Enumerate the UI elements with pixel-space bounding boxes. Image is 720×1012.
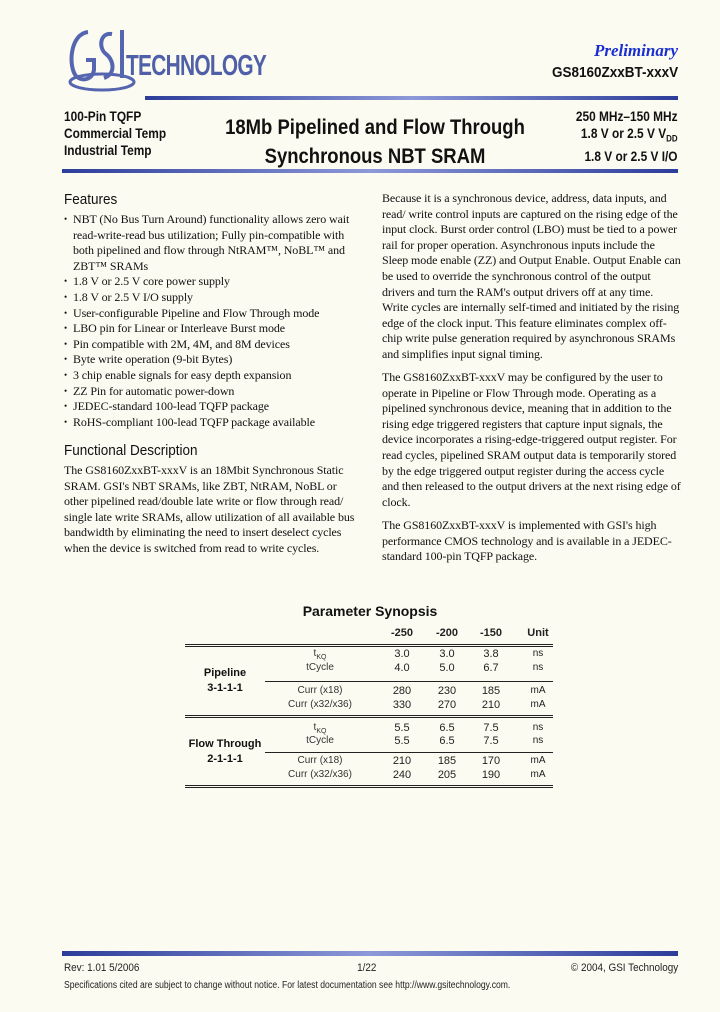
table-cell: 4.0 bbox=[394, 662, 410, 674]
table-cell: 5.5 bbox=[394, 735, 410, 747]
footer-divider bbox=[62, 951, 678, 956]
table-cell: 3.8 bbox=[483, 648, 499, 660]
group-label: Flow Through bbox=[188, 738, 262, 750]
text-line: when the device is switched from read to write cycles. bbox=[64, 540, 320, 555]
parameter-name bbox=[260, 699, 380, 710]
table-rule-double bbox=[185, 785, 553, 788]
table-cell: 6.5 bbox=[439, 735, 455, 747]
param-sub: KQ bbox=[316, 654, 327, 661]
bullet-icon: • bbox=[64, 385, 68, 396]
param-text: t bbox=[313, 648, 317, 659]
table-cell: 210 bbox=[392, 755, 412, 767]
revision: Rev: 1.01 5/2006 bbox=[64, 962, 140, 974]
copyright: © 2004, GSI Technology bbox=[570, 962, 678, 974]
table-cell: 230 bbox=[437, 685, 457, 697]
table-cell: 280 bbox=[392, 685, 412, 697]
text-line: device incorporates a rising-edge-triggered output register. For bbox=[382, 432, 677, 447]
text-line: performance CMOS technology and is available in a JEDEC- bbox=[382, 533, 672, 548]
table-rule bbox=[265, 681, 553, 682]
table-cell: ns bbox=[532, 722, 544, 733]
text-line: single late write SRAMs, allow utilization of all available bus bbox=[64, 509, 355, 524]
text-line: Because it is a synchronous device, address, data inputs, and bbox=[382, 191, 667, 205]
header-divider bbox=[145, 96, 678, 100]
table-cell: 5.0 bbox=[439, 662, 455, 674]
text-line: other pipelined read/double late write or flow through read/ bbox=[64, 494, 344, 509]
spec-summary bbox=[576, 108, 678, 165]
table-cell: 3.0 bbox=[394, 648, 410, 660]
table-cell: 6.7 bbox=[483, 662, 499, 674]
feature-item: • 1.8 V or 2.5 V I/O supply bbox=[64, 289, 193, 304]
description-paragraph-3 bbox=[382, 518, 672, 565]
feature-item: • RoHS-compliant 100-lead TQFP package available bbox=[64, 414, 316, 429]
frequency-range: 250 MHz–150 MHz bbox=[576, 109, 678, 124]
parameter-name bbox=[260, 769, 380, 780]
text-line: bandwidth by eliminating the need to insert deselect cycles bbox=[64, 525, 342, 540]
synopsis-title: Parameter Synopsis bbox=[302, 603, 438, 619]
text-line: rail for proper operation. Asynchronous inputs include the bbox=[382, 237, 655, 252]
param-text: tCycle bbox=[306, 662, 334, 673]
param-sub: KQ bbox=[316, 728, 327, 735]
parameter-name bbox=[260, 685, 380, 696]
description-paragraph-1 bbox=[382, 191, 681, 363]
table-rule bbox=[265, 752, 553, 753]
functional-description-heading: Functional Description bbox=[64, 442, 198, 459]
table-cell: mA bbox=[530, 699, 546, 710]
param-text: t bbox=[313, 722, 317, 733]
temp-line: Commercial Temp bbox=[64, 126, 167, 141]
description-paragraph-2 bbox=[382, 370, 681, 510]
table-cell: mA bbox=[530, 755, 546, 766]
temp-line: Industrial Temp bbox=[64, 143, 152, 158]
text-line: input clock. Burst order control (LBO) must be tied to a power bbox=[382, 222, 678, 237]
column-header: Unit bbox=[527, 627, 549, 639]
text-line: by the edge triggered output register during the access cycle bbox=[382, 463, 665, 478]
table-cell: 6.5 bbox=[439, 722, 455, 734]
feature-item: • Pin compatible with 2M, 4M, and 8M devices bbox=[64, 336, 290, 351]
feature-item: • LBO pin for Linear or Interleave Burst mode bbox=[64, 321, 285, 336]
part-number: GS8160ZxxBT-xxxV bbox=[551, 64, 678, 81]
notice: Specifications cited are subject to change without notice. For latest documentation see http://www.gsitechnology.com. bbox=[64, 980, 511, 991]
text-line: drivers and turn the RAM's output drivers off at any time. bbox=[382, 284, 654, 299]
text-line: pipelined synchronous device, meaning that in addition to the bbox=[382, 401, 672, 416]
text-line: operate in Pipeline or Flow Through mode. Operating as a bbox=[382, 385, 657, 400]
table-cell: mA bbox=[530, 769, 546, 780]
text-line: Write cycles are internally self-timed and initiated by the rising bbox=[382, 300, 680, 315]
feature-item: • NBT (No Bus Turn Around) functionality allows zero wait bbox=[64, 212, 350, 226]
bullet-icon: • bbox=[64, 214, 68, 224]
page-number: 1/22 bbox=[357, 962, 377, 974]
bullet-icon: • bbox=[64, 291, 68, 302]
parameter-name bbox=[260, 648, 380, 661]
text-line: and simplifies input signal timing. bbox=[382, 346, 543, 361]
param-text: Curr (x18) bbox=[297, 685, 343, 696]
logo-wordmark: TECHNOLOGY bbox=[126, 50, 267, 82]
table-cell: 190 bbox=[481, 769, 501, 781]
parameter-name bbox=[260, 662, 380, 673]
bullet-icon: • bbox=[64, 338, 68, 349]
table-cell: 5.5 bbox=[394, 722, 410, 734]
text-line: standard 100-pin TQFP package. bbox=[382, 549, 537, 564]
column-header: -200 bbox=[435, 627, 459, 639]
document-title bbox=[203, 113, 546, 171]
package-line: 100-Pin TQFP bbox=[64, 109, 142, 124]
text-line: The GS8160ZxxBT-xxxV may be configured by the user to bbox=[382, 370, 663, 384]
bullet-icon: • bbox=[64, 401, 68, 412]
parameter-name bbox=[260, 755, 380, 766]
feature-item: both pipelined and flow through NtRAM™, NoBL™ and bbox=[73, 243, 345, 258]
title-line: 18Mb Pipelined and Flow Through bbox=[225, 116, 525, 139]
table-cell: ns bbox=[532, 735, 544, 746]
group-label: Pipeline bbox=[203, 667, 247, 679]
table-cell: 210 bbox=[481, 699, 501, 711]
feature-item: • JEDEC-standard 100-lead TQFP package bbox=[64, 399, 270, 414]
table-cell: ns bbox=[532, 648, 544, 659]
vdd-line bbox=[576, 125, 678, 148]
preliminary-label: Preliminary bbox=[593, 41, 678, 60]
text-line: The GS8160ZxxBT-xxxV is an 18Mbit Synchronous Static bbox=[64, 463, 344, 477]
bullet-icon: • bbox=[64, 276, 68, 287]
feature-item: read-write-read bus utilization; Fully pin-compatible with bbox=[73, 227, 345, 242]
table-cell: 7.5 bbox=[483, 722, 499, 734]
column-header: -150 bbox=[479, 627, 503, 639]
bullet-icon: • bbox=[64, 307, 68, 318]
table-cell: 205 bbox=[437, 769, 457, 781]
table-rule-double bbox=[185, 644, 553, 647]
param-text: Curr (x32/x36) bbox=[288, 769, 352, 780]
parameter-name bbox=[260, 735, 380, 746]
param-text: tCycle bbox=[306, 735, 334, 746]
features-heading: Features bbox=[64, 191, 118, 208]
table-rule-double bbox=[185, 715, 553, 718]
title-line: Synchronous NBT SRAM bbox=[264, 145, 486, 168]
param-text: Curr (x18) bbox=[297, 755, 343, 766]
text-line: clock. bbox=[382, 494, 411, 509]
title-divider bbox=[62, 169, 678, 173]
feature-item: • 3 chip enable signals for easy depth expansion bbox=[64, 367, 292, 382]
table-cell: 330 bbox=[392, 699, 412, 711]
parameter-name bbox=[260, 722, 380, 735]
param-text: Curr (x32/x36) bbox=[288, 699, 352, 710]
feature-item: • 1.8 V or 2.5 V core power supply bbox=[64, 274, 230, 289]
table-cell: ns bbox=[532, 662, 544, 673]
text-line: read/ write control inputs are captured on the rising edge of the bbox=[382, 206, 678, 221]
text-line: edge of the clock input. This feature eliminates complex off- bbox=[382, 315, 667, 330]
table-cell: 185 bbox=[481, 685, 501, 697]
bullet-icon: • bbox=[64, 323, 68, 334]
io-voltage: 1.8 V or 2.5 V I/O bbox=[584, 148, 678, 164]
table-cell: 240 bbox=[392, 769, 412, 781]
package-info bbox=[64, 108, 166, 159]
bullet-icon: • bbox=[64, 369, 68, 380]
table-cell: 270 bbox=[437, 699, 457, 711]
table-cell: mA bbox=[530, 685, 546, 696]
text-line: read cycles, pipelined SRAM output data is temporarily stored bbox=[382, 447, 677, 462]
vdd-sub: DD bbox=[666, 133, 678, 144]
vdd-text: 1.8 V or 2.5 V V bbox=[581, 126, 667, 141]
group-label: 2-1-1-1 bbox=[207, 753, 243, 765]
bullet-icon: • bbox=[64, 416, 68, 427]
text-line: The GS8160ZxxBT-xxxV is implemented with GSI's high bbox=[382, 518, 657, 532]
table-cell: 170 bbox=[481, 755, 501, 767]
text-line: be used to override the synchronous control of the output bbox=[382, 268, 651, 283]
column-header: -250 bbox=[390, 627, 414, 639]
feature-item: • User-configurable Pipeline and Flow Through mode bbox=[64, 305, 320, 320]
text-line: Sleep mode enable (ZZ) and Output Enable. Output Enable can bbox=[382, 253, 681, 268]
text-line: SRAM. GSI's NBT SRAMs, like ZBT, NtRAM, NoBL or bbox=[64, 478, 337, 493]
table-cell: 7.5 bbox=[483, 735, 499, 747]
text-line: and then released to the output drivers at the next rising edge of bbox=[382, 479, 681, 494]
group-label: 3-1-1-1 bbox=[207, 682, 243, 694]
functional-description bbox=[64, 463, 354, 557]
feature-item: ZBT™ SRAMs bbox=[73, 258, 149, 273]
bullet-icon: • bbox=[64, 354, 68, 365]
text-line: chip write pulse generation required by asynchronous SRAMs bbox=[382, 331, 676, 346]
feature-item: • ZZ Pin for automatic power-down bbox=[64, 383, 235, 398]
features-list bbox=[64, 212, 349, 430]
feature-item: • Byte write operation (9-bit Bytes) bbox=[64, 352, 233, 367]
table-cell: 3.0 bbox=[439, 648, 455, 660]
table-cell: 185 bbox=[437, 755, 457, 767]
text-line: rising edge triggered registers that capture input signals, the bbox=[382, 416, 663, 431]
